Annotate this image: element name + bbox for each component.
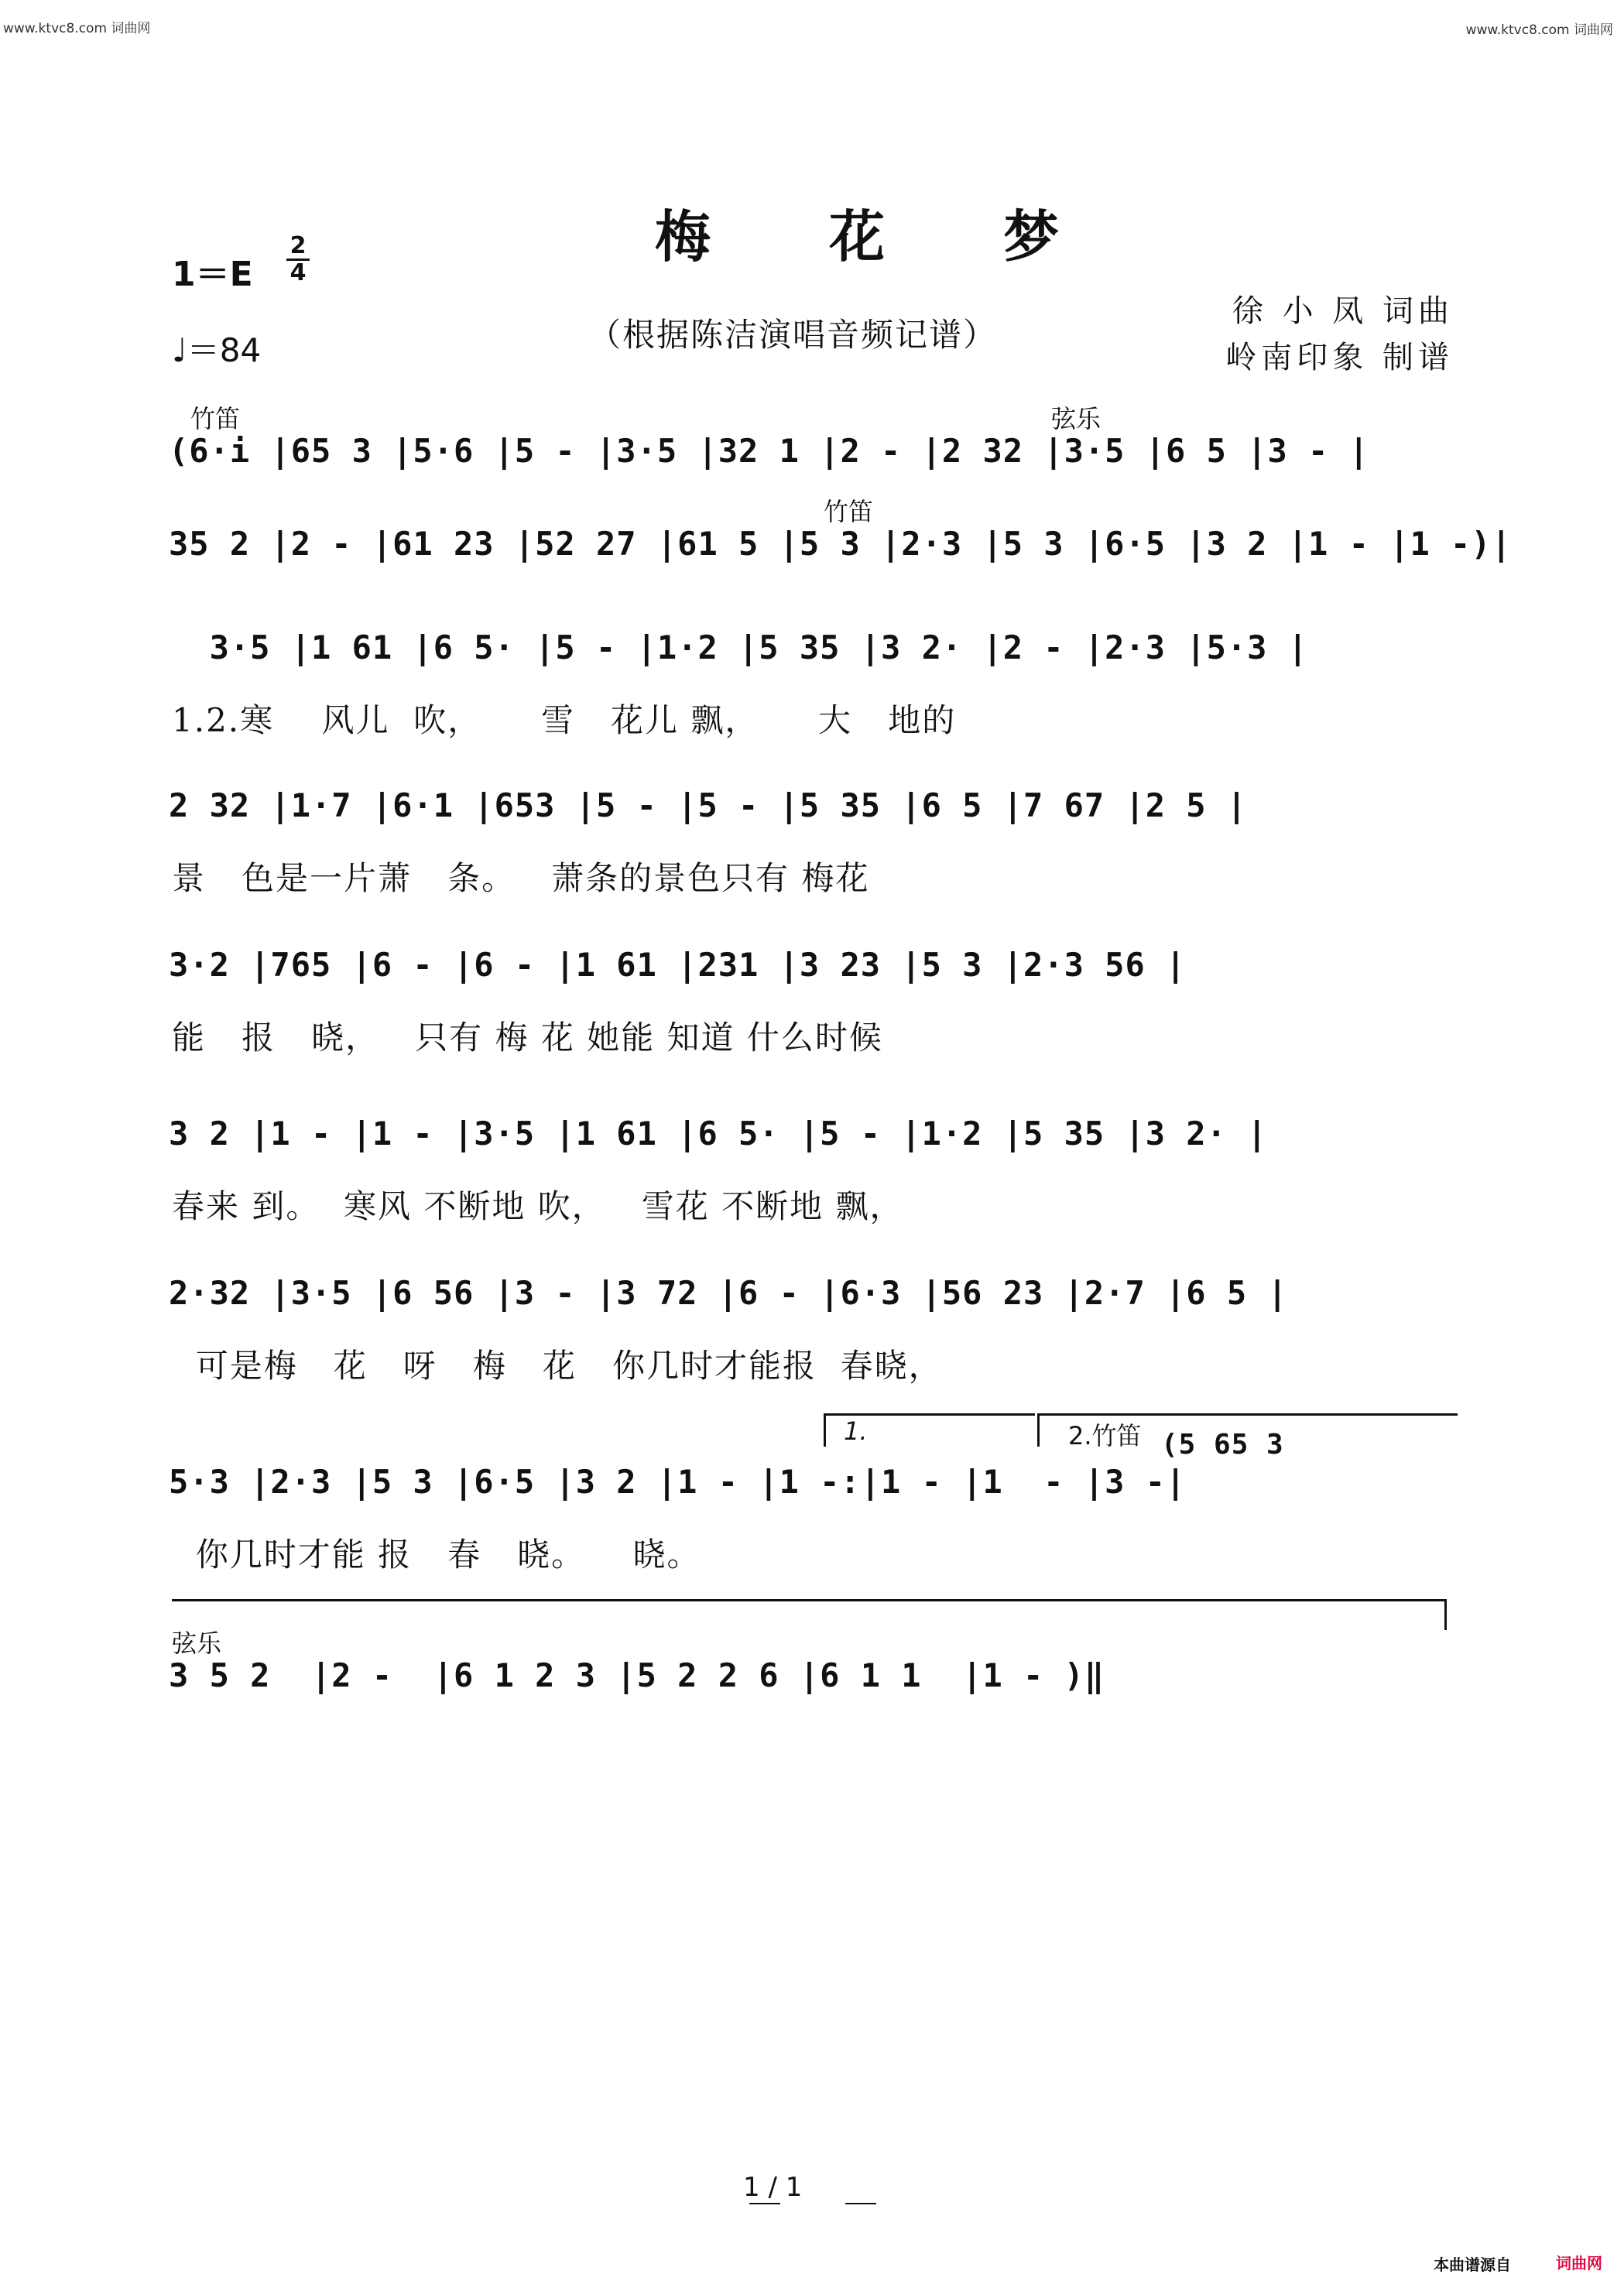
header-site-left: www.ktvc8.com 词曲网 xyxy=(3,21,151,36)
credit-lyrics-music: 徐 小 凤 词曲 xyxy=(1232,293,1454,329)
page-number: 1 / 1 xyxy=(743,2172,803,2203)
notation-line: 2 32 |1·7 |6·1 |653 |5 - |5 - |5 35 |6 5 |7 67 |2 5 | xyxy=(169,786,1248,824)
page-number-underline-right xyxy=(845,2203,876,2204)
volta-second-label: 2.竹笛 xyxy=(1068,1421,1142,1450)
lyrics-line: 1.2.寒 风儿 吹， 雪 花儿 飘， 大 地的 xyxy=(172,701,957,739)
lyrics-line: 能 报 晓， 只有 梅 花 她能 知道 什么时候 xyxy=(172,1019,883,1057)
key-signature: 1＝E xyxy=(172,255,253,294)
lyrics-line: 可是梅 花 呀 梅 花 你几时才能报 春晓， xyxy=(172,1347,943,1385)
footer-source-text: 本曲谱源自 xyxy=(1434,2255,1511,2274)
notation-line: 5·3 |2·3 |5 3 |6·5 |3 2 |1 - |1 -:|1 - |1 - |3 -| xyxy=(169,1463,1187,1501)
lyrics-line: 景 色是一片萧 条。 萧条的景色只有 梅花 xyxy=(172,859,870,897)
time-signature xyxy=(286,234,310,286)
lyrics-line: 春来 到。 寒风 不断地 吹， 雪花 不断地 飘， xyxy=(172,1187,904,1225)
notation-line: 3 5 2 |2 - |6 1 2 3 |5 2 2 6 |6 1 1 |1 - )‖ xyxy=(169,1656,1105,1694)
instrument-label: 弦乐 xyxy=(172,1629,222,1658)
instrument-label: 竹笛 xyxy=(824,497,874,526)
notation-line: 3·2 |765 |6 - |6 - |1 61 |231 |3 23 |5 3 |2·3 56 | xyxy=(169,946,1187,984)
credits xyxy=(1225,288,1454,381)
footer-site-logo: 词曲网 xyxy=(1556,2254,1602,2272)
instrument-label: 弦乐 xyxy=(1051,404,1102,433)
instrument-label: 竹笛 xyxy=(190,404,241,433)
subtitle: （根据陈洁演唱音频记谱） xyxy=(588,316,998,354)
separator-line xyxy=(172,1599,1446,1601)
notation-line: 3·5 |1 61 |6 5· |5 - |1·2 |5 35 |3 2· |2 - |2·3 |5·3 | xyxy=(169,628,1309,666)
lyrics-line: 你几时才能 报 春 晓。 晓。 xyxy=(172,1536,701,1574)
notation-line: 2·32 |3·5 |6 56 |3 - |3 72 |6 - |6·3 |56 23 |2·7 |6 5 | xyxy=(169,1274,1288,1312)
tempo-marking: ♩＝84 xyxy=(172,331,262,369)
header-site-right: www.ktvc8.com 词曲网 xyxy=(1465,22,1613,38)
volta-first-label: 1. xyxy=(844,1416,868,1446)
credit-transcriber: 岭南印象 制谱 xyxy=(1225,340,1454,375)
bracket-end xyxy=(1444,1599,1447,1630)
volta-second-notes: (5 65 3 xyxy=(1161,1429,1284,1461)
time-signature-denominator: 4 xyxy=(286,259,310,286)
time-signature-numerator: 2 xyxy=(290,232,307,259)
page-number-underline-left xyxy=(749,2203,780,2204)
page-title: 梅 花 梦 xyxy=(655,204,1109,269)
notation-line: (6·i |65 3 |5·6 |5 - |3·5 |32 1 |2 - |2 32 |3·5 |6 5 |3 - | xyxy=(169,432,1369,470)
notation-line: 3 2 |1 - |1 - |3·5 |1 61 |6 5· |5 - |1·2 |5 35 |3 2· | xyxy=(169,1115,1268,1152)
notation-line: 35 2 |2 - |61 23 |52 27 |61 5 |5 3 |2·3 |5 3 |6·5 |3 2 |1 - |1 -)| xyxy=(169,525,1512,563)
